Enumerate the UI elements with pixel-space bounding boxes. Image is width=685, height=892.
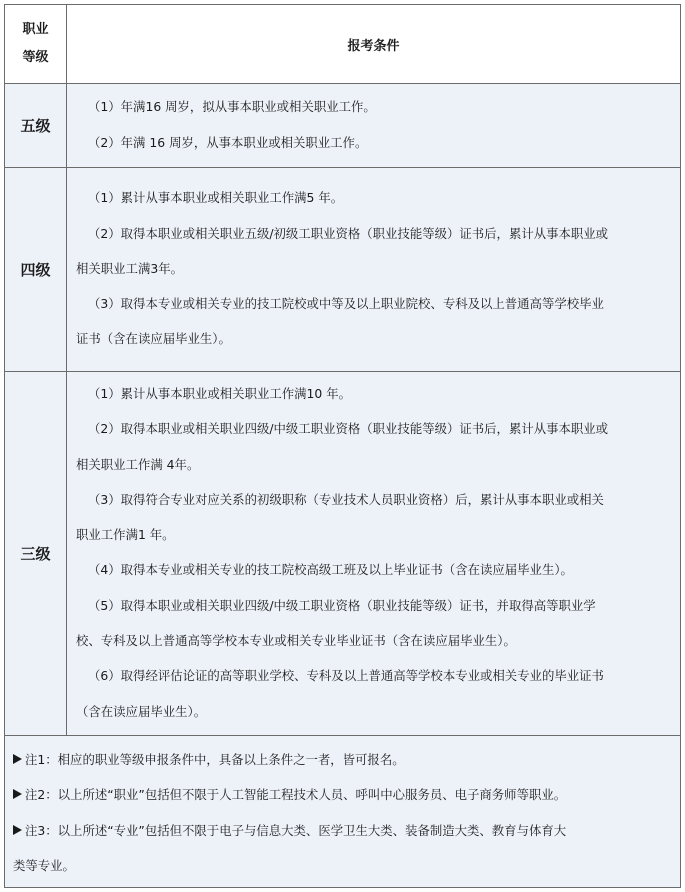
condition-item: （2）取得本职业或相关职业四级/中级工职业资格（职业技能等级）证书后，累计从事本职业或 <box>88 421 609 437</box>
note-text: 类等专业。 <box>13 857 75 873</box>
right-triangle-icon <box>13 789 22 799</box>
condition-item: （5）取得本职业或相关职业四级/中级工职业资格（职业技能等级）证书，并取得高等职业学 <box>88 597 596 613</box>
condition-item: （2）取得本职业或相关职业五级/初级工职业资格（职业技能等级）证书后，累计从事本职业或 <box>88 225 609 241</box>
condition-item-continued: 证书（含在读应届毕业生）。 <box>76 331 231 347</box>
table-row-level-5 <box>5 84 681 168</box>
note-3-continued <box>13 848 672 883</box>
notes-cell <box>5 735 681 887</box>
qualification-requirements-table <box>4 4 681 888</box>
condition-item-continued: 校、专科及以上普通高等学校本专业或相关专业毕业证书（含在读应届毕业生）。 <box>76 633 516 649</box>
level-cell: 四级 <box>5 168 67 372</box>
right-triangle-icon <box>13 825 22 835</box>
condition-item: （1）累计从事本职业或相关职业工作满10 年。 <box>88 386 352 401</box>
condition-item: （1）累计从事本职业或相关职业工作满5 年。 <box>88 190 344 206</box>
table-header-row <box>5 5 681 84</box>
table-row-level-4 <box>5 168 681 372</box>
level-cell: 五级 <box>5 84 67 168</box>
level-cell: 三级 <box>5 372 67 736</box>
header-level-cell <box>5 5 67 84</box>
condition-item: （4）取得本专业或相关专业的技工院校高级工班及以上毕业证书（含在读应届毕业生）。 <box>88 562 573 578</box>
note-2 <box>13 777 672 812</box>
condition-item-continued: 相关职业工满3年。 <box>76 260 184 276</box>
header-conditions-cell: 报考条件 <box>67 5 681 84</box>
condition-item: （6）取得经评估论证的高等职业学校、专科及以上普通高等学校本专业或相关专业的毕业证书 <box>88 668 604 684</box>
right-triangle-icon <box>13 754 22 764</box>
conditions-cell <box>67 84 681 168</box>
note-text: 注2：以上所述“职业”包括但不限于人工智能工程技术人员、呼叫中心服务员、电子商务师等职业。 <box>25 787 567 803</box>
conditions-cell <box>67 168 681 372</box>
note-text: 注1：相应的职业等级申报条件中，具备以上条件之一者，皆可报名。 <box>25 751 405 767</box>
header-level-line2: 等级 <box>22 50 49 65</box>
condition-item-continued: 职业工作满1 年。 <box>76 527 175 543</box>
condition-item: （3）取得符合专业对应关系的初级职称（专业技术人员职业资格）后，累计从事本职业或相关 <box>88 491 604 507</box>
table-row-level-3 <box>5 372 681 736</box>
condition-item: （1）年满16 周岁，拟从事本职业或相关职业工作。 <box>88 99 376 115</box>
notes-row <box>5 735 681 887</box>
condition-item: （2）年满 16 周岁，从事本职业或相关职业工作。 <box>88 134 368 150</box>
qualification-table-wrapper <box>4 4 681 888</box>
note-text: 注3：以上所述“专业”包括但不限于电子与信息大类、医学卫生大类、装备制造大类、教育与体育大 <box>25 822 567 838</box>
condition-item-continued: （含在读应届毕业生）。 <box>76 703 207 719</box>
note-3 <box>13 813 672 848</box>
condition-item-continued: 相关职业工作满 4年。 <box>76 456 200 472</box>
conditions-cell <box>67 372 681 736</box>
header-level-line1: 职业 <box>22 22 49 37</box>
note-1 <box>13 742 672 777</box>
condition-item: （3）取得本专业或相关专业的技工院校或中等及以上职业院校、专科及以上普通高等学校毕业 <box>88 296 604 312</box>
